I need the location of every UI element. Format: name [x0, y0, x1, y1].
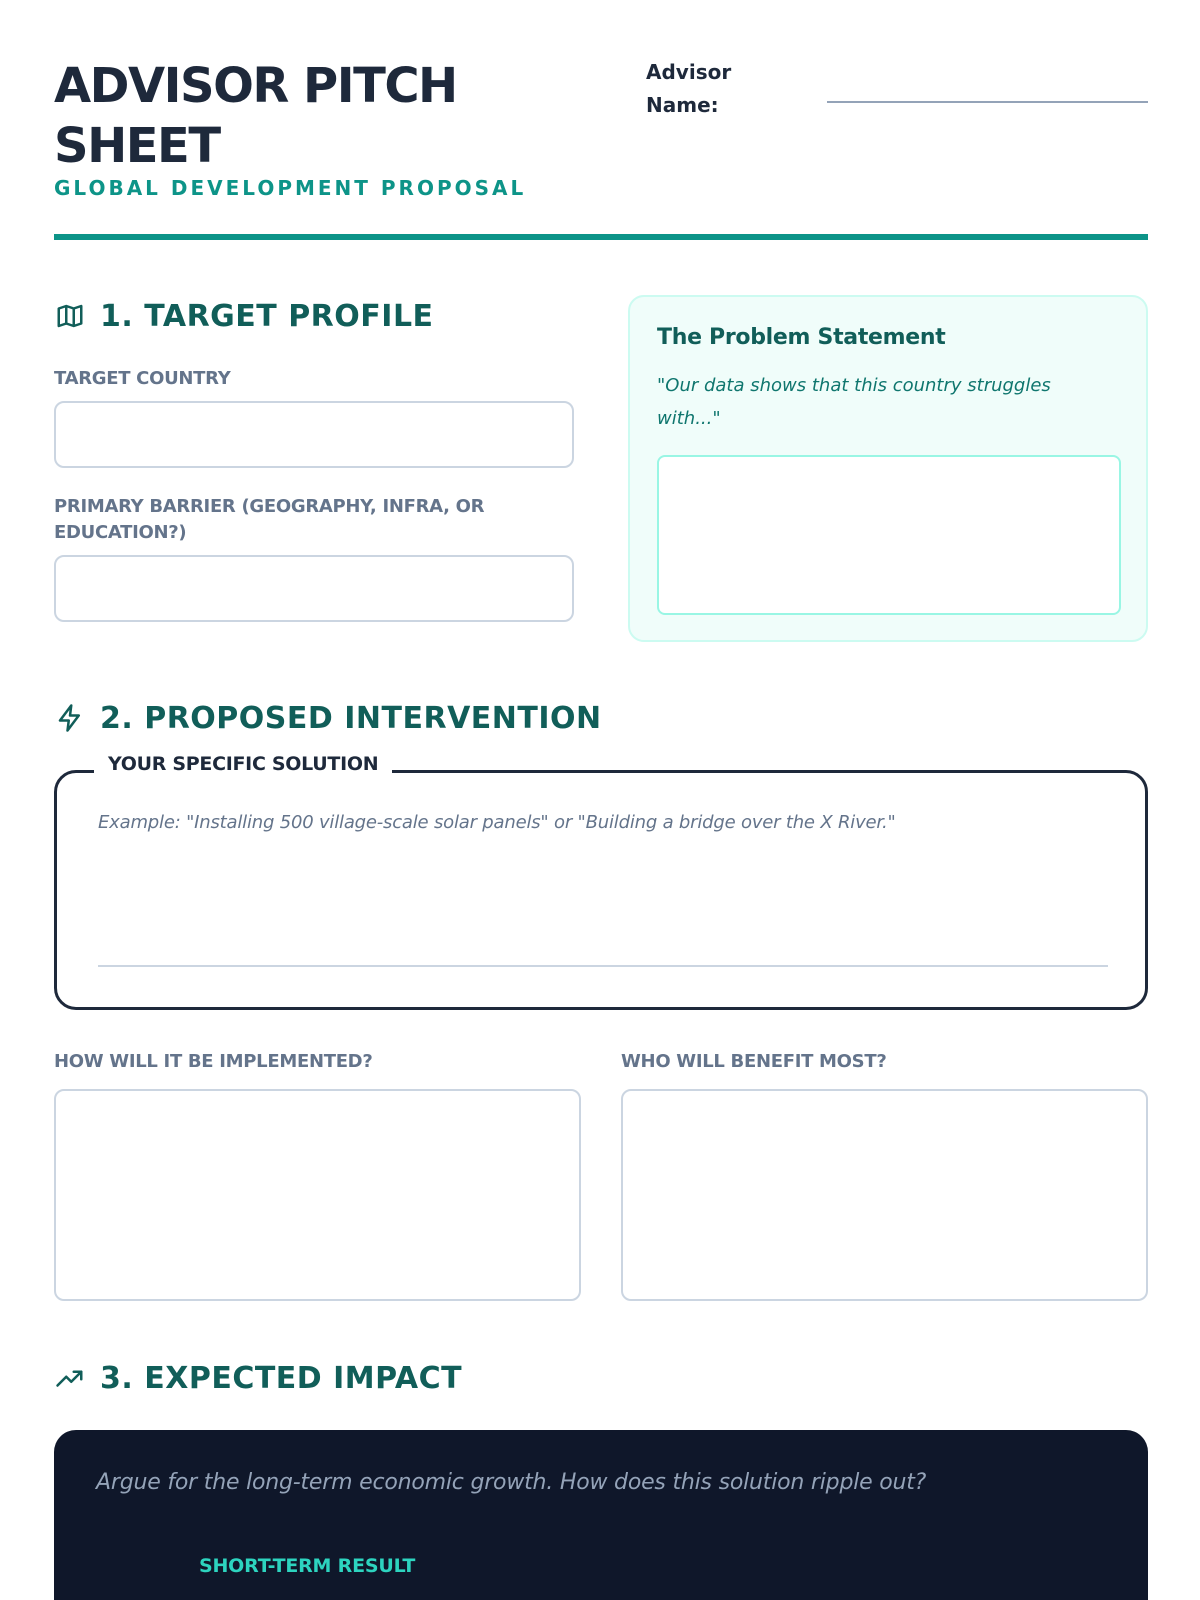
short-term-result-label: SHORT-TERM RESULT [199, 1555, 416, 1577]
specific-solution-legend: YOUR SPECIFIC SOLUTION [94, 753, 392, 775]
section-title: 2. PROPOSED INTERVENTION [100, 700, 602, 736]
lightning-icon [54, 702, 86, 734]
map-icon [54, 300, 86, 332]
advisor-label-line-1: Advisor [646, 60, 732, 84]
advisor-name-field[interactable] [827, 101, 1148, 103]
header-divider [54, 234, 1148, 240]
target-country-input[interactable] [54, 401, 574, 468]
sheet-header [54, 56, 1148, 242]
primary-barrier-label: PRIMARY BARRIER (GEOGRAPHY, INFRA, OR EDUCATION?) [54, 496, 485, 543]
target-country-label: TARGET COUNTRY [54, 368, 231, 389]
primary-barrier-input[interactable] [54, 555, 574, 622]
problem-statement-input[interactable] [657, 455, 1121, 615]
expected-impact-panel [54, 1430, 1148, 1600]
pitch-sheet [54, 0, 1148, 1600]
section-expected-impact-heading [54, 1358, 462, 1398]
problem-statement-card [628, 295, 1148, 642]
problem-statement-prompt: "Our data shows that this country struggles with..." [657, 375, 1051, 429]
implemented-input[interactable] [54, 1089, 581, 1301]
specific-solution-example: Example: "Installing 500 village-scale solar panels" or "Building a bridge over the X River." [98, 812, 896, 833]
benefit-input[interactable] [621, 1089, 1148, 1301]
impact-prompt: Argue for the long-term economic growth. How does this solution ripple out? [96, 1470, 927, 1495]
page-subtitle: GLOBAL DEVELOPMENT PROPOSAL [54, 176, 527, 200]
advisor-name-label [646, 56, 766, 122]
implemented-label: HOW WILL IT BE IMPLEMENTED? [54, 1051, 373, 1072]
title-line-2: SHEET [54, 118, 220, 174]
problem-statement-title: The Problem Statement [657, 325, 946, 350]
page-title [54, 56, 614, 176]
section-target-profile-heading [54, 296, 434, 336]
section-title: 3. EXPECTED IMPACT [100, 1360, 463, 1396]
title-line-1: ADVISOR PITCH [54, 58, 457, 114]
specific-solution-input[interactable] [54, 770, 1148, 1010]
section-proposed-intervention-heading [54, 698, 602, 738]
advisor-label-line-2: Name: [646, 93, 719, 117]
solution-writing-line [98, 965, 1108, 967]
benefit-label: WHO WILL BENEFIT MOST? [621, 1051, 887, 1072]
section-title: 1. TARGET PROFILE [100, 298, 434, 334]
trending-up-icon [54, 1362, 86, 1394]
